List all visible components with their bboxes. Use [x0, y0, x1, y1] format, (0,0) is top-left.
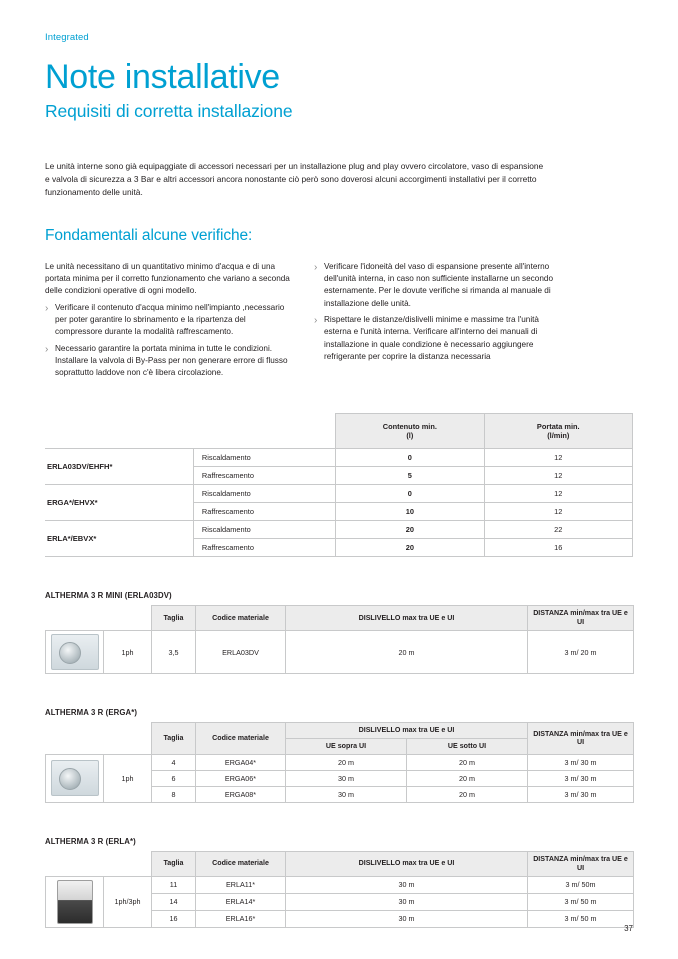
table-row: [46, 876, 634, 893]
product-table-erla: [45, 851, 634, 928]
left-bullet-list: [45, 302, 290, 380]
size-value: 14: [152, 893, 196, 910]
phase-label: 1ph: [104, 631, 152, 674]
spacer-cell: [104, 723, 152, 755]
table-row: [46, 631, 634, 674]
dislivello-value: 30 m: [286, 876, 528, 893]
distanza-value: 3 m/ 20 m: [528, 631, 634, 674]
page-number: 37: [624, 924, 633, 933]
table-row: [46, 754, 634, 770]
table-header-row: [46, 606, 634, 631]
code-value: ERLA11*: [196, 876, 286, 893]
product-image-cell: [46, 754, 104, 802]
table-row: [45, 521, 633, 539]
outdoor-unit-image: [51, 634, 99, 670]
product-title-erla: ALTHERMA 3 R (ERLA*): [45, 836, 136, 846]
phase-label: 1ph/3ph: [104, 876, 152, 927]
ue-sotto-value: 20 m: [407, 770, 528, 786]
product-image-cell: [46, 631, 104, 674]
spacer-cell: [193, 414, 335, 449]
list-item: › Verificare il contenuto d'acqua minimo nell'impianto ,necessario per poter garantire lo sbrinamento e la ripartenza del compressore durante la modalità raffrescamento.: [45, 302, 290, 339]
flow-value: 12: [484, 449, 632, 467]
header-flow-min: [484, 414, 632, 449]
page-title: Note installative: [45, 58, 280, 96]
size-value: 16: [152, 910, 196, 927]
size-value: 11: [152, 876, 196, 893]
dislivello-value: 30 m: [286, 910, 528, 927]
product-title-erga: ALTHERMA 3 R (ERGA*): [45, 708, 138, 718]
header-dislivello: DISLIVELLO max tra UE e UI: [286, 851, 528, 876]
section-title: Fondamentali alcune verifiche:: [45, 226, 253, 244]
mode-label: Riscaldamento: [193, 485, 335, 503]
spacer-cell: [104, 606, 152, 631]
size-value: 4: [152, 754, 196, 770]
distanza-value: 3 m/ 30 m: [528, 754, 634, 770]
outdoor-unit-image: [51, 760, 99, 796]
header-code: Codice materiale: [196, 851, 286, 876]
column-left: [45, 261, 290, 384]
list-item: › Verificare l'idoneità del vaso di espansione presente all'interno dell'unità interna, in caso non sufficiente installarne un secondo esternamente. Per le dovute verifiche si rimanda al manuale di installazione delle unità.: [314, 261, 559, 310]
mode-label: Riscaldamento: [193, 449, 335, 467]
spacer-cell: [46, 606, 104, 631]
content-value: 20: [336, 539, 484, 557]
content-value: 0: [336, 485, 484, 503]
model-name: ERLA*/EBVX*: [45, 521, 193, 557]
ue-sotto-value: 20 m: [407, 754, 528, 770]
size-value: 3,5: [152, 631, 196, 674]
intro-paragraph: Le unità interne sono già equipaggiate di accessori necessari per un installazione plug and play ovvero circolatore, vaso di espansione e valvola di sicurezza a 3 Bar e altri accessori ancora nonostante ciò però sono doverosi alcuni accorgimenti installativi per il corretto funzionamento delle unità.: [45, 160, 544, 197]
mode-label: Raffrescamento: [193, 539, 335, 557]
code-value: ERLA16*: [196, 910, 286, 927]
header-content-min-label: Contenuto min.: [382, 421, 437, 431]
distanza-value: 3 m/ 30 m: [528, 786, 634, 802]
flow-value: 12: [484, 503, 632, 521]
header-flow-min-label: Portata min.: [536, 421, 580, 431]
page-subtitle: Requisiti di corretta installazione: [45, 100, 293, 121]
product-table-mini: [45, 605, 634, 674]
code-value: ERGA08*: [196, 786, 286, 802]
product-image-cell: [46, 876, 104, 927]
two-column-body: [45, 261, 633, 384]
outdoor-unit-image: [57, 880, 93, 924]
distanza-value: 3 m/ 50m: [528, 876, 634, 893]
size-value: 8: [152, 786, 196, 802]
table-header-row: [45, 414, 633, 449]
ue-sotto-value: 20 m: [407, 786, 528, 802]
code-value: ERLA03DV: [196, 631, 286, 674]
ue-sopra-value: 30 m: [286, 786, 407, 802]
header-code: Codice materiale: [196, 723, 286, 755]
page-edge: [0, 0, 8, 959]
table-header-row: [46, 851, 634, 876]
table-row: [45, 485, 633, 503]
content-value: 0: [336, 449, 484, 467]
page-content: [45, 0, 633, 928]
mode-label: Raffrescamento: [193, 467, 335, 485]
flow-value: 12: [484, 467, 632, 485]
mode-label: Riscaldamento: [193, 521, 335, 539]
header-flow-min-unit: (l/min): [547, 431, 570, 441]
header-distanza: DISTANZA min/max tra UE e UI: [528, 851, 634, 876]
size-value: 6: [152, 770, 196, 786]
dislivello-value: 30 m: [286, 893, 528, 910]
ue-sopra-value: 20 m: [286, 754, 407, 770]
phase-label: 1ph: [104, 754, 152, 802]
column-right: [314, 261, 559, 384]
header-content-min: [336, 414, 484, 449]
spacer-cell: [46, 851, 104, 876]
right-bullet-list: [314, 261, 559, 363]
left-paragraph: Le unità necessitano di un quantitativo minimo d'acqua e di una portata minima per il corretto funzionamento che variano a seconda delle condizioni operative di ogni modello.: [45, 261, 290, 296]
flow-value: 12: [484, 485, 632, 503]
distanza-value: 3 m/ 50 m: [528, 893, 634, 910]
header-ue-sopra-ui: UE sopra UI: [286, 738, 407, 754]
header-content-min-unit: (l): [406, 431, 414, 441]
distanza-value: 3 m/ 30 m: [528, 770, 634, 786]
ue-sopra-value: 30 m: [286, 770, 407, 786]
header-size: Taglia: [152, 606, 196, 631]
code-value: ERGA04*: [196, 754, 286, 770]
header-dislivello: DISLIVELLO max tra UE e UI: [286, 606, 528, 631]
header-size: Taglia: [152, 851, 196, 876]
list-item: › Rispettare le distanze/dislivelli minime e massime tra l'unità esterna e l'unità interna. Verificare all'interno dei manuali di installazione in quale condizione è necessario aggiungere refrigerante per coprire la distanza necessaria: [314, 314, 559, 363]
product-title-mini: ALTHERMA 3 R MINI (ERLA03DV): [45, 591, 172, 601]
header-code: Codice materiale: [196, 606, 286, 631]
spacer-cell: [46, 723, 104, 755]
model-name: ERGA*/EHVX*: [45, 485, 193, 521]
header-distanza: DISTANZA min/max tra UE e UI: [528, 606, 634, 631]
flow-value: 22: [484, 521, 632, 539]
header-distanza: DISTANZA min/max tra UE e UI: [528, 723, 634, 755]
table-header-row-top: [46, 723, 634, 739]
spacer-cell: [104, 851, 152, 876]
content-value: 20: [336, 521, 484, 539]
flow-value: 16: [484, 539, 632, 557]
header-size: Taglia: [152, 723, 196, 755]
dislivello-value: 20 m: [286, 631, 528, 674]
code-value: ERLA14*: [196, 893, 286, 910]
list-item: › Necessario garantire la portata minima in tutte le condizioni. Installare la valvola di By-Pass per non generare errore di flusso soprattutto laddove non c'è libera circolazione.: [45, 343, 290, 380]
header-dislivello: DISLIVELLO max tra UE e UI: [286, 723, 528, 739]
distanza-value: 3 m/ 50 m: [528, 910, 634, 927]
model-name: ERLA03DV/EHFH*: [45, 449, 193, 485]
product-table-erga: [45, 722, 634, 803]
mode-label: Raffrescamento: [193, 503, 335, 521]
min-water-table: [45, 413, 633, 557]
header-ue-sotto-ui: UE sotto UI: [407, 738, 528, 754]
content-value: 5: [336, 467, 484, 485]
code-value: ERGA06*: [196, 770, 286, 786]
spacer-cell: [45, 414, 193, 449]
eyebrow-label: Integrated: [45, 32, 89, 43]
table-row: [45, 449, 633, 467]
content-value: 10: [336, 503, 484, 521]
